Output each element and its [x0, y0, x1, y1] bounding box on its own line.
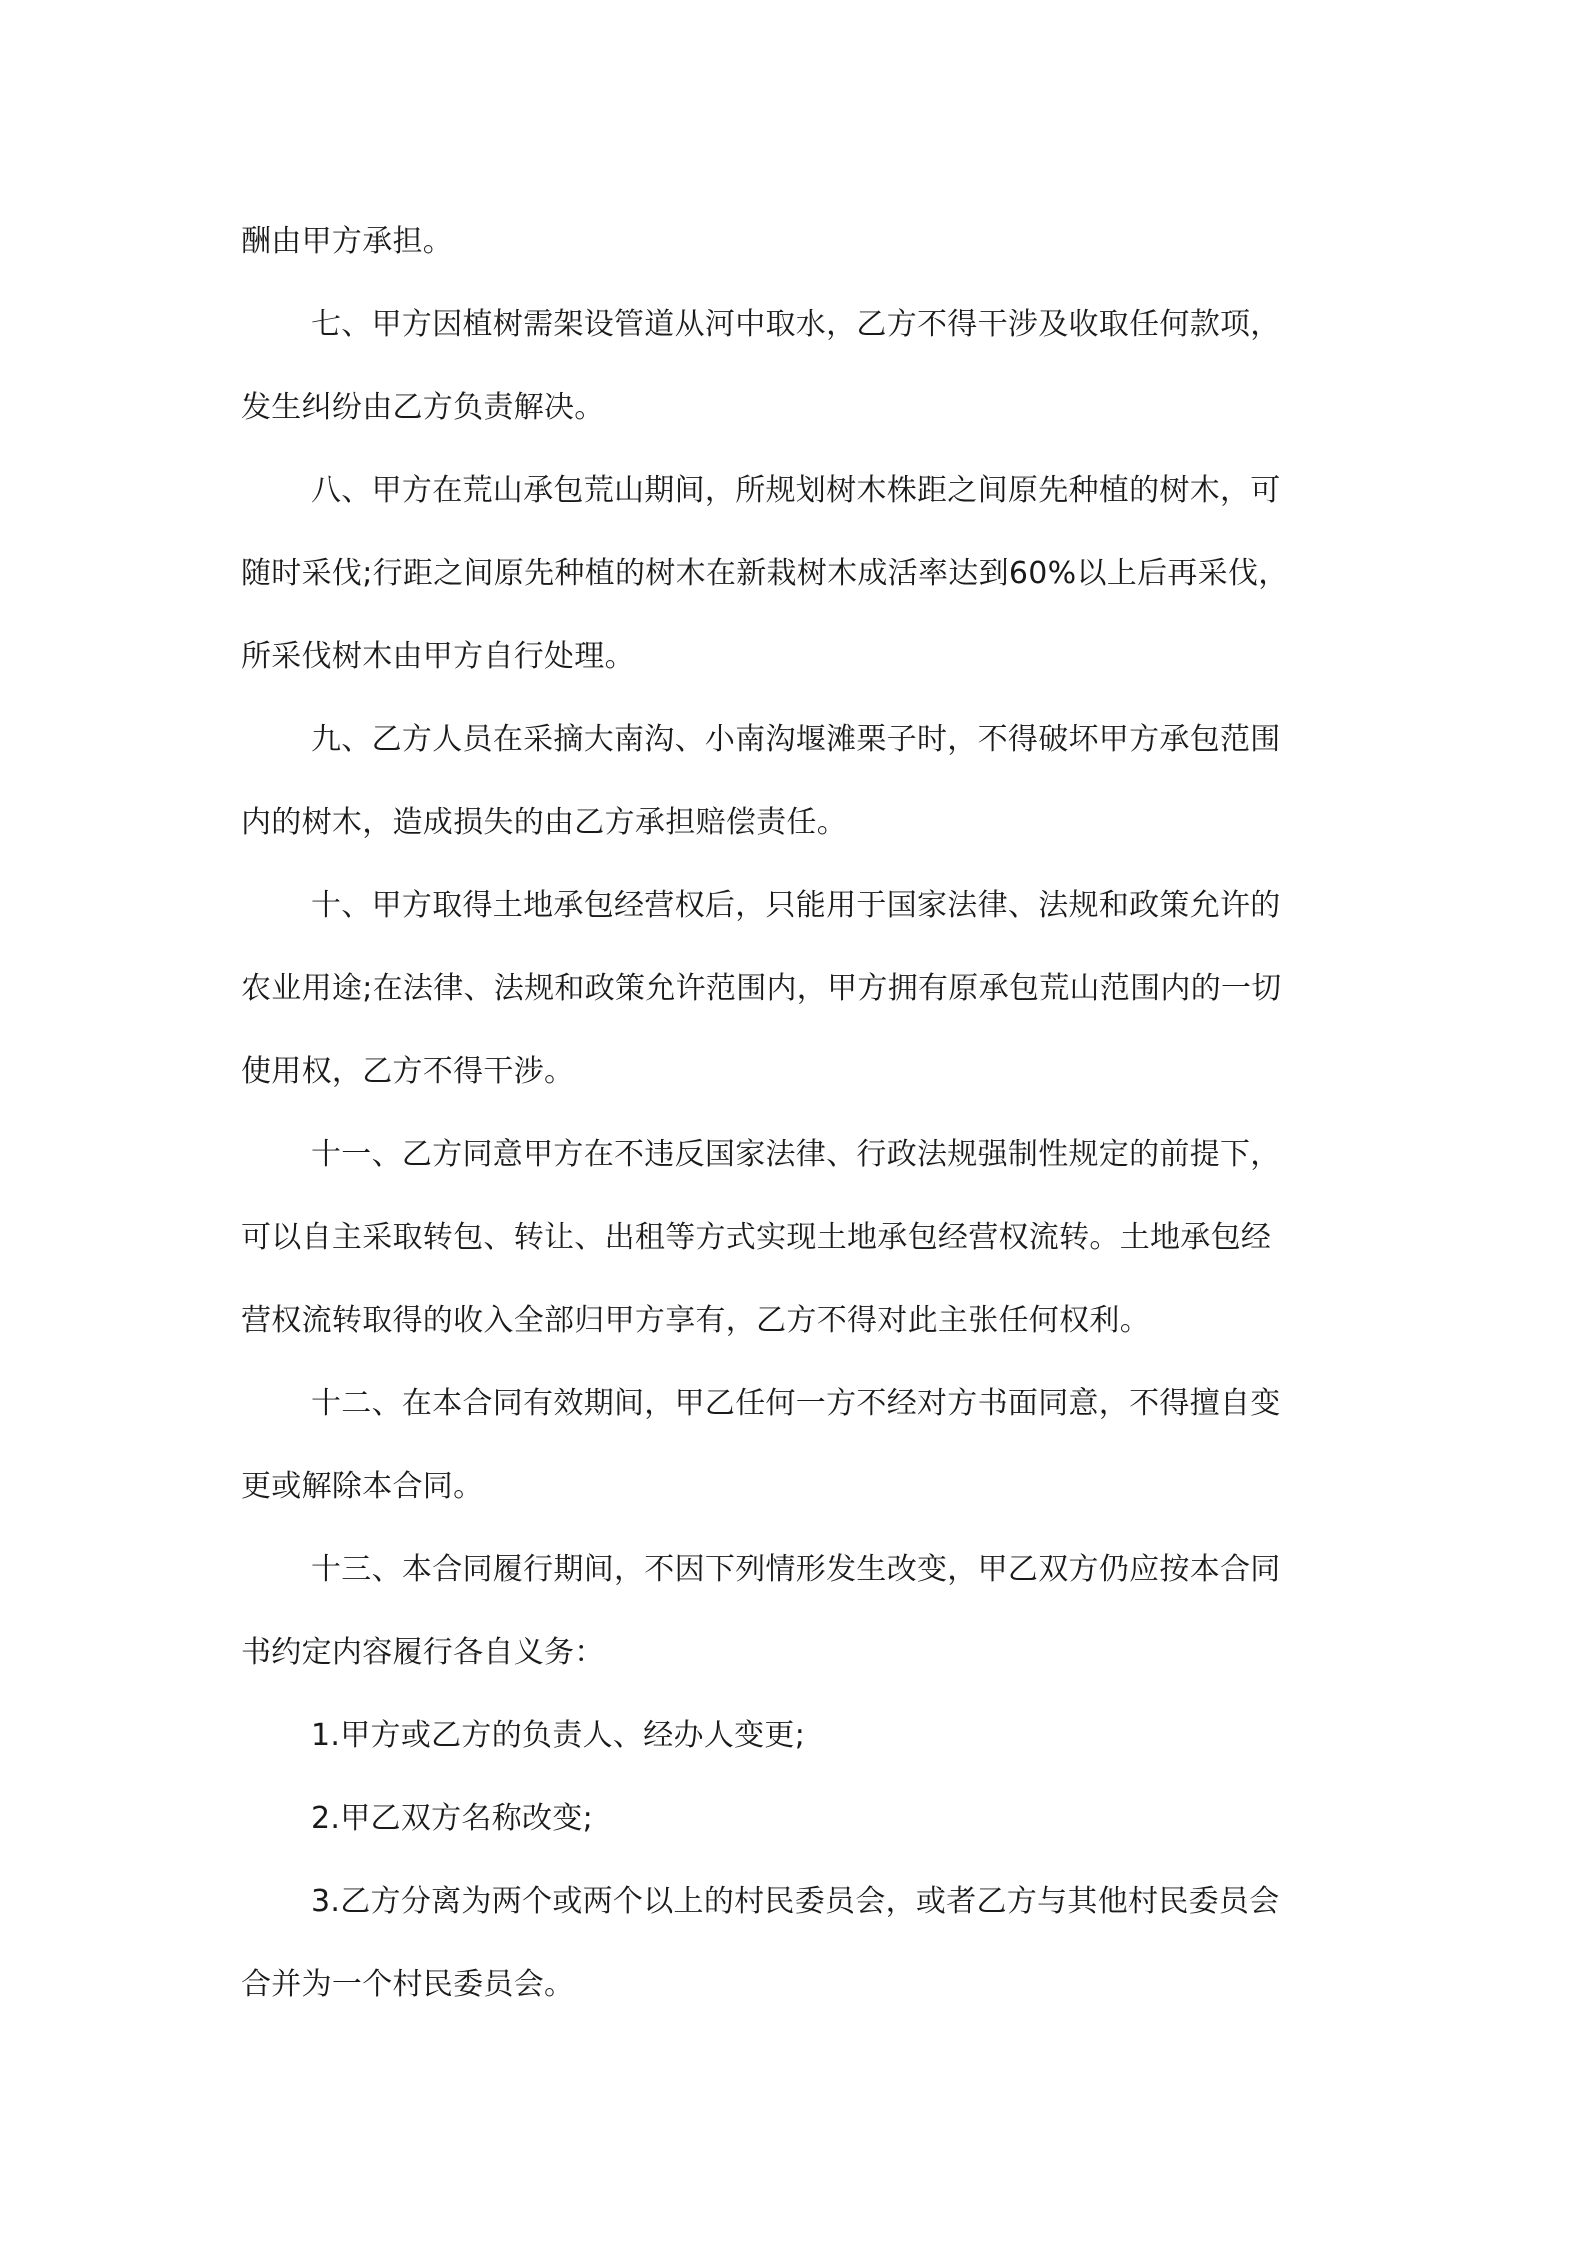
- text-line: 九、乙方人员在采摘大南沟、小南沟堰滩栗子时，不得破坏甲方承包范围: [311, 722, 1281, 757]
- list-item: 2.甲乙双方名称改变;: [311, 1801, 594, 1836]
- text-line: 农业用途;在法律、法规和政策允许范围内，甲方拥有原承包荒山范围内的一切: [241, 971, 1282, 1006]
- text-line: 酬由甲方承担。: [241, 224, 454, 259]
- text-line: 十三、本合同履行期间，不因下列情形发生改变，甲乙双方仍应按本合同: [311, 1552, 1281, 1587]
- text-line: 可以自主采取转包、转让、出租等方式实现土地承包经营权流转。土地承包经: [241, 1220, 1272, 1255]
- text-line: 合并为一个村民委员会。: [241, 1967, 575, 2002]
- text-line: 七、甲方因植树需架设管道从河中取水，乙方不得干涉及收取任何款项，: [311, 307, 1281, 342]
- text-line: 十二、在本合同有效期间，甲乙任何一方不经对方书面同意，不得擅自变: [311, 1386, 1281, 1421]
- text-line: 内的树木，造成损失的由乙方承担赔偿责任。: [241, 805, 847, 840]
- text-line: 营权流转取得的收入全部归甲方享有，乙方不得对此主张任何权利。: [241, 1303, 1150, 1338]
- text-line: 发生纠纷由乙方负责解决。: [241, 390, 605, 425]
- text-line: 使用权，乙方不得干涉。: [241, 1054, 575, 1089]
- text-line: 十、甲方取得土地承包经营权后，只能用于国家法律、法规和政策允许的: [311, 888, 1281, 923]
- text-line: 更或解除本合同。: [241, 1469, 484, 1504]
- text-line: 十一、乙方同意甲方在不违反国家法律、行政法规强制性规定的前提下，: [311, 1137, 1281, 1172]
- text-line: 所采伐树木由甲方自行处理。: [241, 639, 635, 674]
- text-line: 书约定内容履行各自义务：: [241, 1635, 605, 1670]
- text-line: 随时采伐;行距之间原先种植的树木在新栽树木成活率达到60%以上后再采伐，: [241, 556, 1289, 591]
- list-item: 3.乙方分离为两个或两个以上的村民委员会，或者乙方与其他村民委员会: [311, 1884, 1280, 1919]
- list-item: 1.甲方或乙方的负责人、经办人变更;: [311, 1718, 806, 1753]
- text-line: 八、甲方在荒山承包荒山期间，所规划树木株距之间原先种植的树木，可: [311, 473, 1281, 508]
- document-body: [241, 200, 1346, 2026]
